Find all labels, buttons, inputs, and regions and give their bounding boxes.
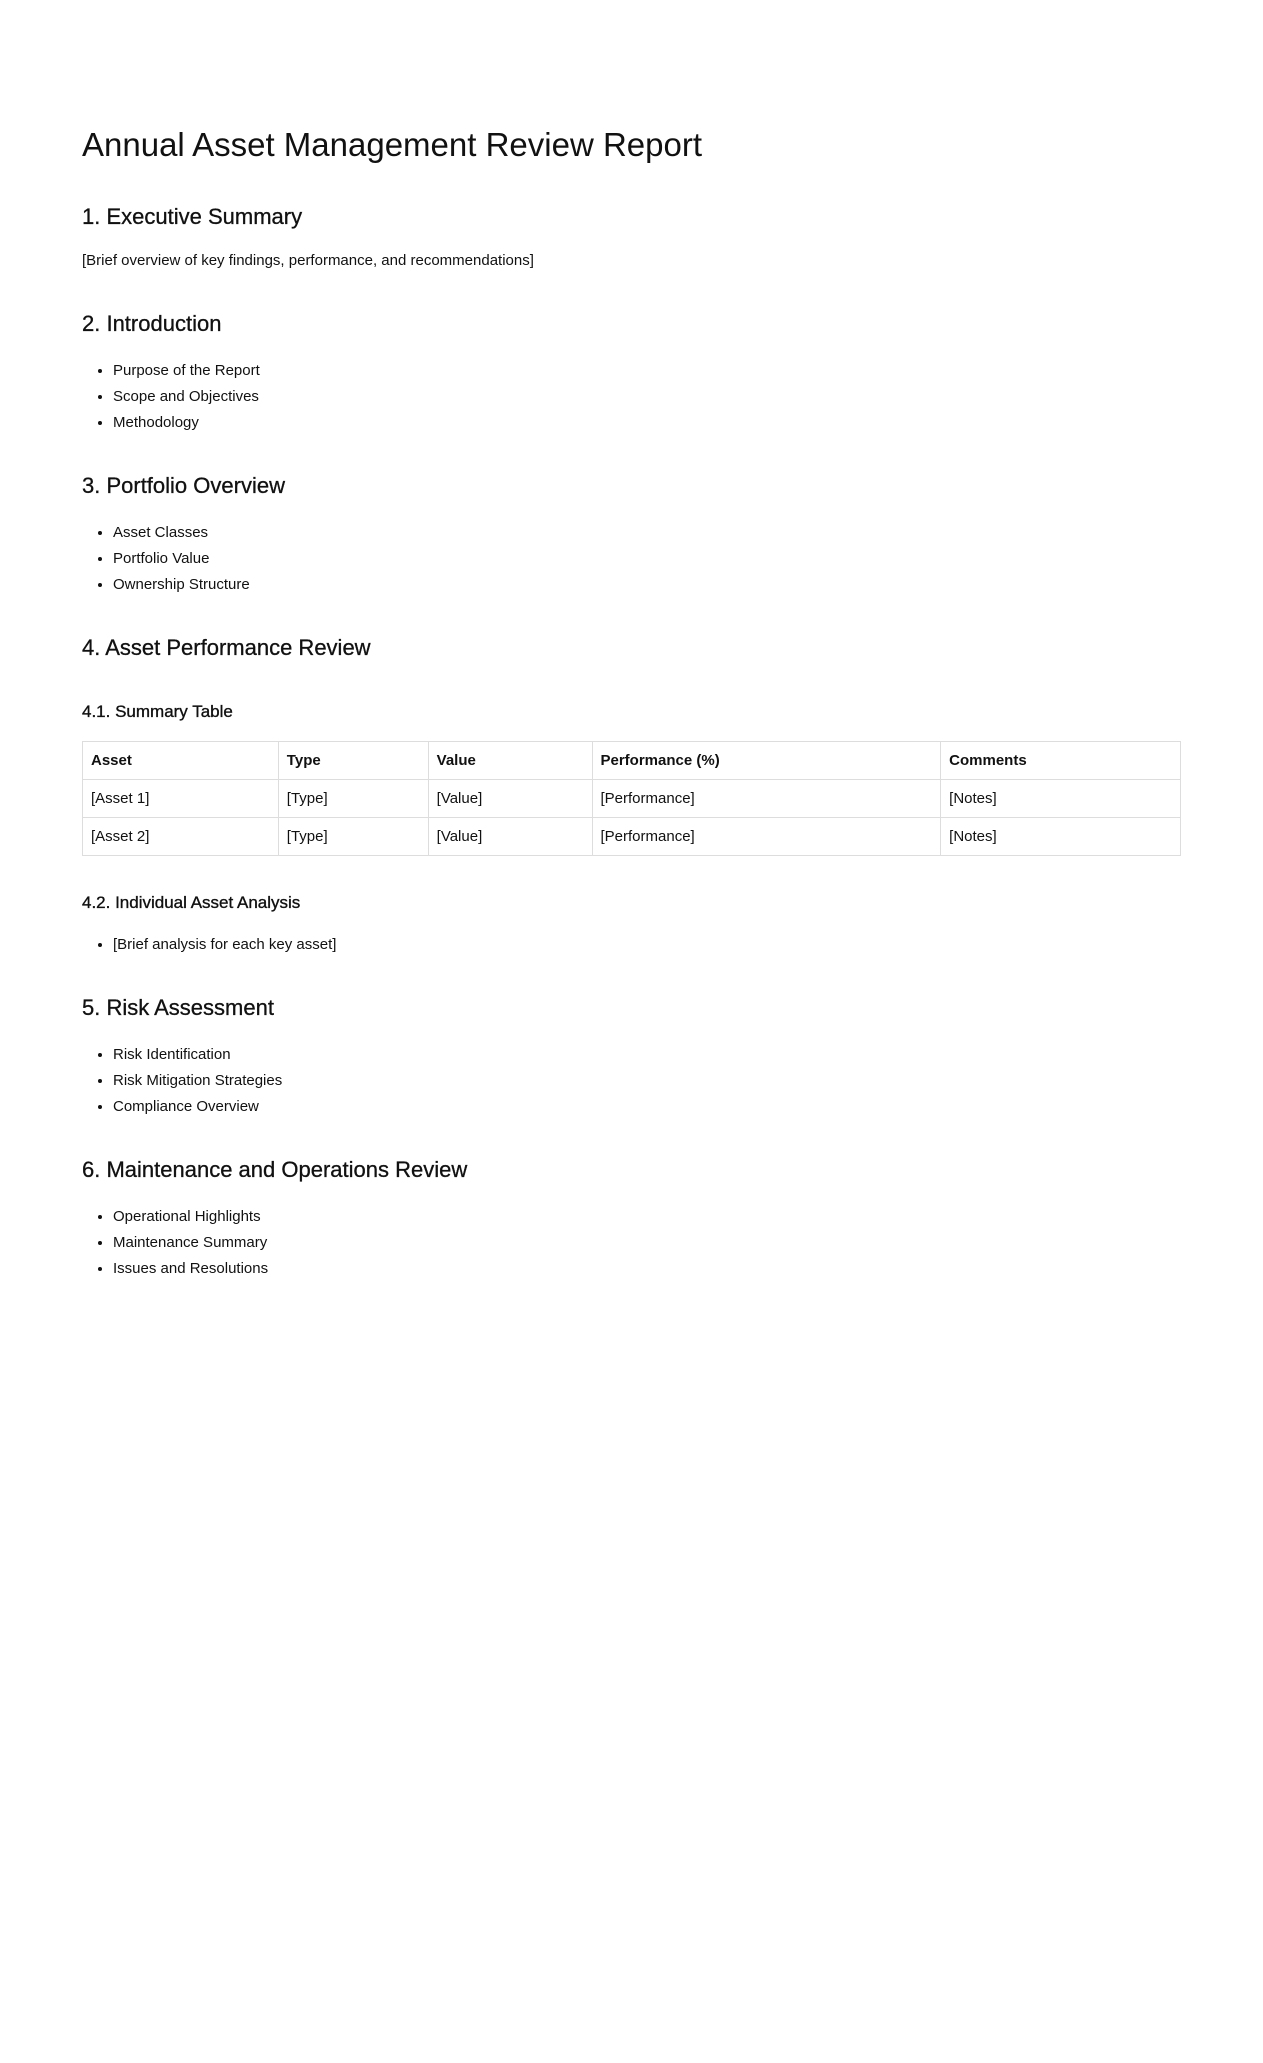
introduction-list — [82, 358, 1181, 436]
table-cell: [Type] — [278, 780, 428, 818]
table-cell: [Asset 1] — [83, 780, 279, 818]
list-item: • Asset Classes — [113, 520, 1181, 546]
section-heading-asset-performance: 4. Asset Performance Review — [82, 635, 371, 660]
list-item: • Compliance Overview — [113, 1094, 1181, 1120]
table-row — [83, 780, 1181, 818]
list-item: • Purpose of the Report — [113, 358, 1181, 384]
table-header-row — [83, 742, 1181, 780]
column-header: Asset — [83, 742, 279, 780]
section-heading-portfolio-overview: 3. Portfolio Overview — [82, 473, 285, 498]
summary-table — [82, 741, 1181, 856]
table-cell: [Value] — [428, 780, 592, 818]
list-item: • Portfolio Value — [113, 546, 1181, 572]
subheading-individual-analysis: 4.2. Individual Asset Analysis — [82, 893, 301, 912]
table-cell: [Type] — [278, 818, 428, 856]
table-row — [83, 818, 1181, 856]
list-item: • Issues and Resolutions — [113, 1256, 1181, 1282]
list-item: • Ownership Structure — [113, 572, 1181, 598]
risk-list — [82, 1042, 1181, 1120]
list-item: • Risk Mitigation Strategies — [113, 1068, 1181, 1094]
list-item: • Operational Highlights — [113, 1204, 1181, 1230]
table-cell: [Performance] — [592, 780, 941, 818]
list-item: • [Brief analysis for each key asset] — [113, 932, 1181, 958]
section-heading-maintenance: 6. Maintenance and Operations Review — [82, 1157, 468, 1182]
maintenance-list — [82, 1204, 1181, 1282]
list-item: • Methodology — [113, 410, 1181, 436]
section-heading-risk-assessment: 5. Risk Assessment — [82, 995, 274, 1020]
subheading-summary-table: 4.1. Summary Table — [82, 702, 233, 721]
executive-summary-text: [Brief overview of key findings, performance, and recommendations] — [82, 252, 534, 269]
section-heading-executive-summary: 1. Executive Summary — [82, 204, 303, 229]
list-item: • Risk Identification — [113, 1042, 1181, 1068]
table-cell: [Performance] — [592, 818, 941, 856]
table-cell: [Notes] — [941, 780, 1181, 818]
column-header: Value — [428, 742, 592, 780]
table-cell: [Value] — [428, 818, 592, 856]
list-item: • Maintenance Summary — [113, 1230, 1181, 1256]
portfolio-list — [82, 520, 1181, 598]
section-heading-introduction: 2. Introduction — [82, 311, 222, 336]
column-header: Performance (%) — [592, 742, 941, 780]
table-cell: [Asset 2] — [83, 818, 279, 856]
table-cell: [Notes] — [941, 818, 1181, 856]
column-header: Comments — [941, 742, 1181, 780]
page-title: Annual Asset Management Review Report — [82, 126, 703, 163]
column-header: Type — [278, 742, 428, 780]
list-item: • Scope and Objectives — [113, 384, 1181, 410]
analysis-list — [82, 932, 1181, 958]
